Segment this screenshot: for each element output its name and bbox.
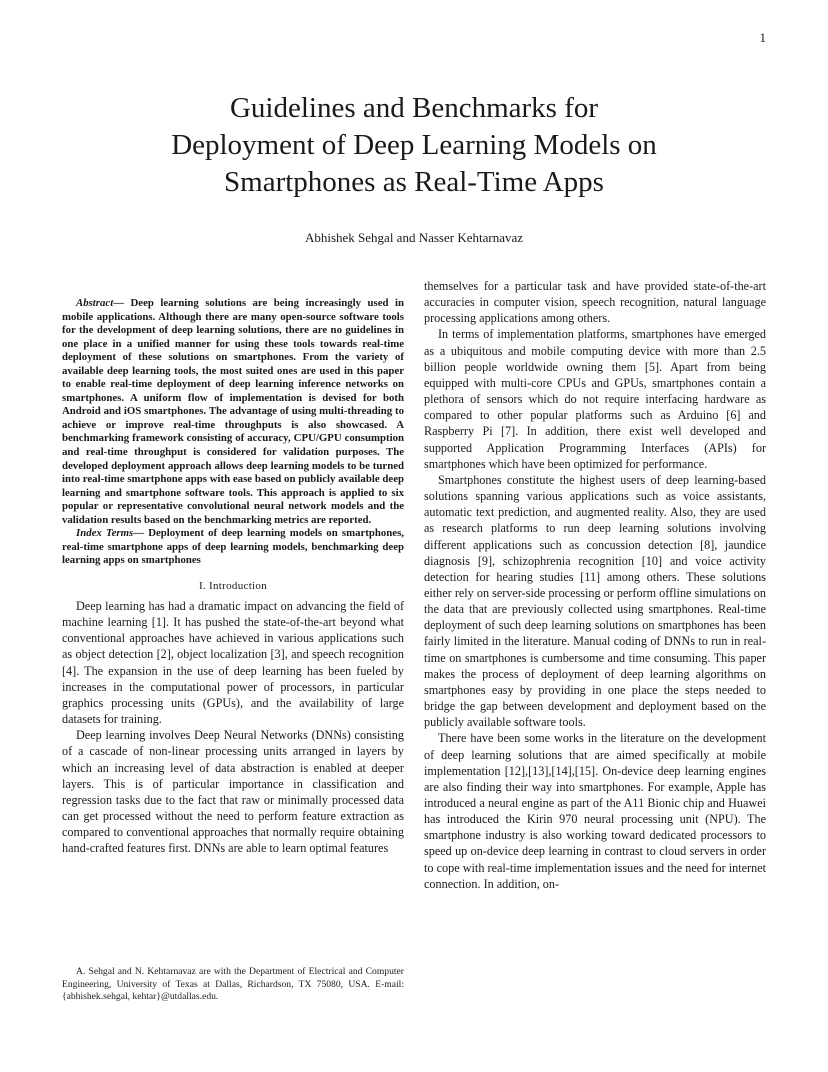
body-paragraph: themselves for a particular task and have provided state-of-the-art accuracies in computer vision, speech recognition, natural language processing applications among others. [424, 279, 766, 326]
body-paragraph: Smartphones constitute the highest users of deep learning-based solutions spanning various applications such as voice assistants, automatic text prediction, and augmented reality. Also, they are used as research platforms to run deep learning solutions involving different applications such as concussion detection [8], jaundice diagnosis [9], schizophrenia recognition [10] and voice activity detection for hearing studies [11] among others. These solutions either rely on server-side processing or perform offline simulations on the data that are previously collected using smartphones. Real-time deployment of such deep learning solutions on smartphones has been fairly limited in the literature. Manual coding of DNNs to run in real-time on smartphones is cumbersome and time consuming. This paper makes the process of deployment of deep learning algorithms on smartphones easy by providing in one place the steps needed to bridge the gap between development and deployment based on the publicly available software tools. [424, 472, 766, 730]
author-footnote: A. Sehgal and N. Kehtarnavaz are with the Department of Electrical and Computer Engineering, University of Texas at Dallas, Richardson, TX 75080, USA. E-mail: {abhishek.sehgal, kehtar}@utdallas.edu. [62, 966, 404, 1003]
title-line: Deployment of Deep Learning Models on [171, 129, 657, 161]
abstract-separator: — [113, 297, 131, 309]
page-number: 1 [759, 30, 766, 45]
title-line: Smartphones as Real-Time Apps [224, 166, 604, 198]
index-terms-label: Index Terms [76, 527, 134, 540]
abstract [62, 297, 404, 527]
right-column [424, 278, 766, 892]
body-paragraph: There have been some works in the literature on the development of deep learning solutions that are aimed specifically at mobile implementation [12],[13],[14],[15]. On-device deep learning engines are also finding their way into smartphones. For example, Apple has introduced a neural engine as part of the A11 Bionic chip and Huawei has introduced the Kirin 970 neural processing unit (NPU). The smartphone industry is also working toward dedicated processors to speed up on-device deep learning in contrast to cloud servers in order to cope with real-time implementation issues and the need for internet connection. In addition, on- [424, 731, 766, 891]
abstract-label: Abstract [76, 297, 114, 309]
index-terms-separator: — [133, 527, 149, 540]
section-heading-introduction: I. Introduction [198, 579, 268, 592]
body-paragraph: Deep learning involves Deep Neural Networks (DNNs) consisting of a cascade of non-linear processing units arranged in layers by which an increasing level of data abstraction is enabled at deeper layers. This is of particular importance in classification and regression tasks due to the fact that raw or minimally processed data can get processed without the need to perform feature extraction as compared to conventional approaches that normally require obtaining hand-crafted features first. DNNs are able to learn optimal features [62, 728, 404, 856]
left-column [62, 297, 404, 856]
body-paragraph: Deep learning has had a dramatic impact on advancing the field of machine learning [1]. It has pushed the state-of-the-art beyond what conventional approaches have achieved in various applications such as object detection [2], object localization [3], and speech recognition [4]. The expansion in the use of deep learning has been fueled by increases in the computational power of processors, in particular graphics processing units (GPUs), and the availability of large datasets for training. [62, 598, 404, 727]
authors: Abhishek Sehgal and Nasser Kehtarnavaz [304, 230, 524, 245]
index-terms-text: Deployment of deep learning models on smartphones, real-time smartphone apps of deep learning models, benchmarking deep learning apps on smartphones [62, 527, 404, 567]
index-terms [62, 527, 404, 568]
title-line: Guidelines and Benchmarks for [229, 92, 599, 124]
paper-title [0, 90, 828, 201]
body-paragraph: In terms of implementation platforms, smartphones have emerged as a ubiquitous and mobile computing device with more than 2.5 billion people worldwide owning them [5]. Apart from being equipped with multi-core CPUs and GPUs, smartphones contain a plethora of sensors which do not require interfacing hardware as compared to other popular platforms such as Arduino [6] and Raspberry Pi [7]. In addition, there exist well developed and supported Application Programming Interfaces (APIs) for smartphones which have been optimized for performance. [424, 327, 766, 471]
abstract-text: Deep learning solutions are being increasingly used in mobile applications. Although there are many open-source software tools for the development of deep learning solutions, there are no guidelines in one place in a unified manner for using these tools towards real-time deployment of these solutions on smartphones. From the variety of available deep learning tools, the most suited ones are used in this paper to enable real-time deployment of deep learning inference networks on smartphones. A uniform flow of implementation is devised for both Android and iOS smartphones. The advantage of using multi-threading to achieve or improve real-time throughputs is also showcased. A benchmarking framework consisting of accuracy, CPU/GPU consumption and real-time throughput is considered for validation purposes. The developed deployment approach allows deep learning models to be turned into real-time smartphone apps with ease based on publicly available deep learning and smartphone software tools. This approach is applied to six popular or representative convolutional neural network models and the validation results based on the benchmarking metrics are reported. [62, 297, 404, 526]
